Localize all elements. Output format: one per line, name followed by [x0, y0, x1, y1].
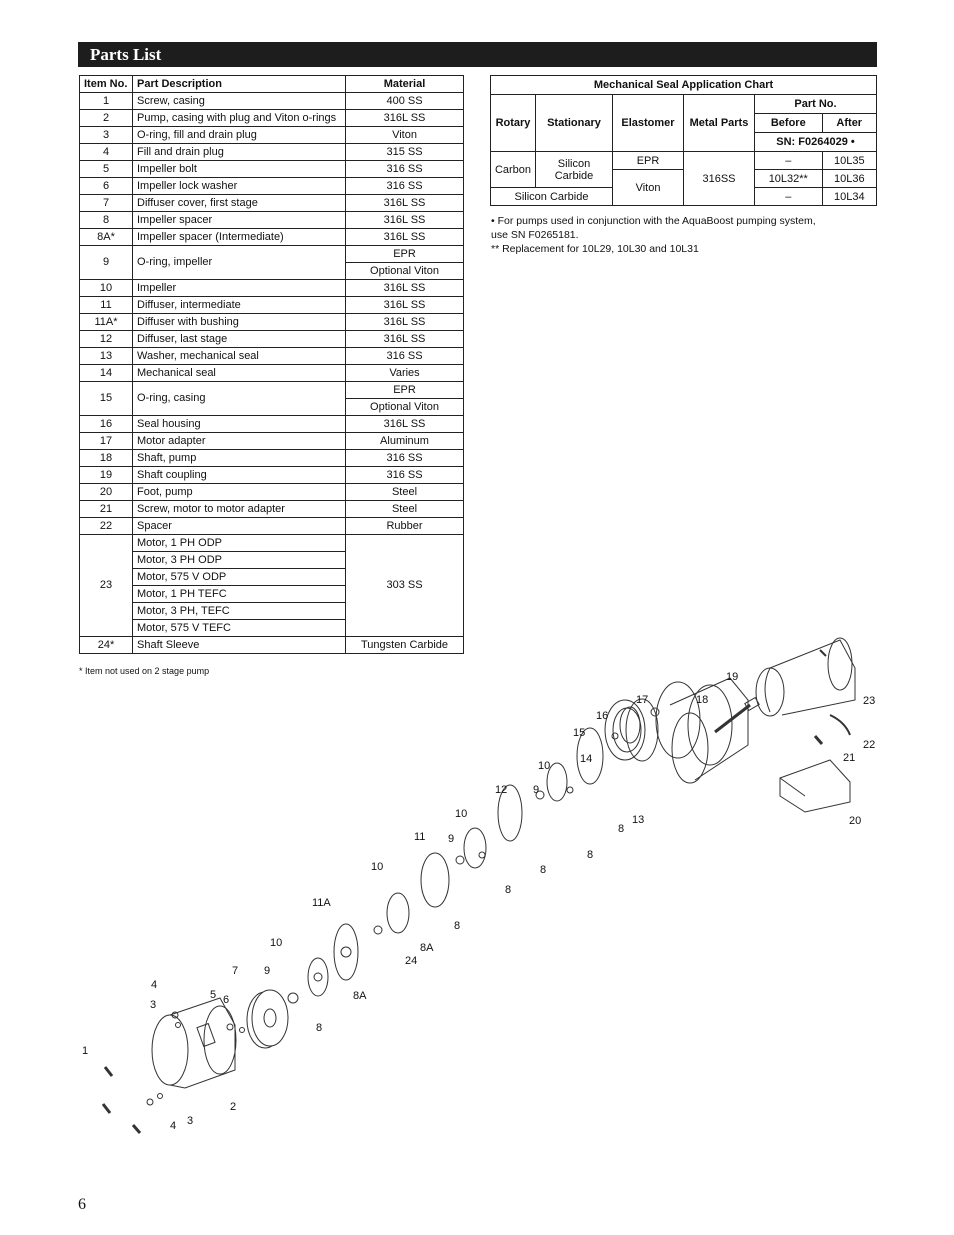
item-no-cell: 11A*	[80, 314, 133, 331]
cell-metal-316ss: 316SS	[684, 152, 755, 206]
callout-label: 23	[863, 695, 876, 707]
part-description-cell: Foot, pump	[133, 484, 346, 501]
material-cell: 316L SS	[346, 110, 464, 127]
item-no-cell: 5	[80, 161, 133, 178]
cell-r3-after: 10L34	[822, 188, 876, 206]
material-cell: Varies	[346, 365, 464, 382]
part-description-cell: Pump, casing with plug and Viton o-rings	[133, 110, 346, 127]
header-part-description: Part Description	[133, 76, 346, 93]
table-row	[80, 484, 464, 501]
part-description-cell: Impeller spacer (Intermediate)	[133, 229, 346, 246]
seal-housing-drawing	[605, 682, 700, 761]
header-before: Before	[755, 114, 823, 133]
material-cell: 316L SS	[346, 331, 464, 348]
part-description-cell: Motor, 1 PH TEFC	[133, 586, 346, 603]
table-row	[80, 229, 464, 246]
part-description-cell: O-ring, fill and drain plug	[133, 127, 346, 144]
callout-label: 24	[405, 955, 418, 967]
item-no-cell: 20	[80, 484, 133, 501]
table-row	[80, 110, 464, 127]
material-cell: EPR	[346, 382, 464, 399]
material-cell: 316 SS	[346, 178, 464, 195]
material-cell: Viton	[346, 127, 464, 144]
callout-label: 3	[150, 999, 157, 1011]
table-row	[80, 467, 464, 484]
item-no-cell: 7	[80, 195, 133, 212]
part-description-cell: Diffuser, last stage	[133, 331, 346, 348]
part-description-cell: Diffuser, intermediate	[133, 297, 346, 314]
material-cell: 316L SS	[346, 229, 464, 246]
item-no-cell: 4	[80, 144, 133, 161]
callout-label: 7	[232, 965, 239, 977]
header-part-no: Part No.	[755, 95, 877, 114]
item-no-cell: 3	[80, 127, 133, 144]
callout-label: 8	[618, 823, 625, 835]
item-no-cell: 18	[80, 450, 133, 467]
table-row	[80, 280, 464, 297]
part-description-cell: Motor, 1 PH ODP	[133, 535, 346, 552]
callout-label: 21	[843, 752, 856, 764]
item-no-cell: 15	[80, 382, 133, 416]
material-cell: 316 SS	[346, 161, 464, 178]
callout-label: 11	[414, 831, 426, 843]
diagram-labels	[82, 671, 875, 1132]
parts-footnote: * Item not used on 2 stage pump	[79, 666, 210, 676]
callout-label: 20	[849, 815, 862, 827]
material-cell: 316L SS	[346, 195, 464, 212]
cell-silicon-carbide: Silicon Carbide	[536, 152, 613, 188]
motor-drawing	[756, 638, 855, 716]
table-row	[80, 297, 464, 314]
callout-label: 8	[316, 1022, 323, 1034]
item-no-cell: 2	[80, 110, 133, 127]
cell-epr: EPR	[613, 152, 684, 170]
material-cell: 316 SS	[346, 348, 464, 365]
item-no-cell: 9	[80, 246, 133, 280]
callout-label: 10	[270, 937, 283, 949]
part-description-cell: Washer, mechanical seal	[133, 348, 346, 365]
material-cell: Tungsten Carbide	[346, 637, 464, 654]
part-description-cell: Impeller bolt	[133, 161, 346, 178]
material-cell: Rubber	[346, 518, 464, 535]
page-title: Parts List	[90, 45, 162, 64]
part-description-cell: Diffuser cover, first stage	[133, 195, 346, 212]
material-cell: Aluminum	[346, 433, 464, 450]
part-description-cell: Motor, 575 V ODP	[133, 569, 346, 586]
part-description-cell: Screw, motor to motor adapter	[133, 501, 346, 518]
table-row	[80, 365, 464, 382]
callout-label: 15	[573, 727, 586, 739]
item-no-cell: 6	[80, 178, 133, 195]
seal-notes	[491, 214, 816, 256]
cell-carbon: Carbon	[491, 152, 536, 188]
shaft-drawing	[715, 698, 759, 732]
parts-table	[79, 75, 464, 654]
item-no-cell: 8	[80, 212, 133, 229]
note-aquaboost-sn: use SN F0265181.	[491, 229, 579, 241]
table-row	[80, 416, 464, 433]
callout-label: 12	[495, 784, 508, 796]
table-row	[80, 331, 464, 348]
table-row	[80, 212, 464, 229]
item-no-cell: 19	[80, 467, 133, 484]
callout-label: 8A	[353, 990, 367, 1002]
table-row	[80, 382, 464, 399]
parts-table-body	[80, 93, 464, 654]
callout-label: 10	[371, 861, 384, 873]
callout-label: 9	[264, 965, 271, 977]
title-bar	[78, 42, 877, 67]
material-cell: EPR	[346, 246, 464, 263]
callout-label: 5	[210, 989, 217, 1001]
part-description-cell: Seal housing	[133, 416, 346, 433]
callout-label: 17	[636, 694, 649, 706]
material-cell: 316L SS	[346, 297, 464, 314]
item-no-cell: 1	[80, 93, 133, 110]
callout-label: 2	[230, 1101, 237, 1113]
callout-label: 6	[223, 994, 230, 1006]
table-row	[80, 433, 464, 450]
item-no-cell: 23	[80, 535, 133, 637]
material-cell: 316L SS	[346, 314, 464, 331]
part-description-cell: Impeller spacer	[133, 212, 346, 229]
table-row	[80, 127, 464, 144]
item-no-cell: 11	[80, 297, 133, 314]
page-number: 6	[78, 1196, 86, 1213]
callout-label: 10	[538, 760, 551, 772]
table-row	[80, 535, 464, 552]
exploded-pump-diagram	[70, 630, 900, 1150]
part-description-cell: Motor, 575 V TEFC	[133, 620, 346, 637]
callout-label: 13	[632, 814, 645, 826]
parts-table-header	[80, 76, 464, 93]
header-item-no: Item No.	[80, 76, 133, 93]
table-row	[80, 93, 464, 110]
material-cell: 303 SS	[346, 535, 464, 637]
table-row	[80, 178, 464, 195]
part-description-cell: Motor adapter	[133, 433, 346, 450]
motor-adapter-drawing	[670, 678, 748, 783]
part-description-cell: Shaft, pump	[133, 450, 346, 467]
material-cell: 316 SS	[346, 450, 464, 467]
callout-label: 14	[580, 753, 593, 765]
item-no-cell: 16	[80, 416, 133, 433]
item-no-cell: 17	[80, 433, 133, 450]
callout-label: 9	[448, 833, 455, 845]
part-description-cell: Motor, 3 PH, TEFC	[133, 603, 346, 620]
callout-label: 16	[596, 710, 609, 722]
header-metal-parts: Metal Parts	[684, 95, 755, 152]
table-row	[80, 246, 464, 263]
material-cell: 316L SS	[346, 280, 464, 297]
part-description-cell: Mechanical seal	[133, 365, 346, 382]
callout-label: 3	[187, 1115, 194, 1127]
material-cell: 400 SS	[346, 93, 464, 110]
motor-screw-drawing	[815, 736, 822, 744]
part-description-cell: Shaft coupling	[133, 467, 346, 484]
part-description-cell: O-ring, casing	[133, 382, 346, 416]
callout-label: 19	[726, 671, 739, 683]
item-no-cell: 8A*	[80, 229, 133, 246]
cell-viton: Viton	[613, 170, 684, 206]
cell-r2-after: 10L36	[822, 170, 876, 188]
callout-label: 22	[863, 739, 876, 751]
material-cell: Steel	[346, 501, 464, 518]
part-description-cell: Motor, 3 PH ODP	[133, 552, 346, 569]
header-serial-number: SN: F0264029 •	[755, 133, 877, 152]
table-row	[80, 195, 464, 212]
seal-chart-table	[490, 75, 877, 206]
item-no-cell: 24*	[80, 637, 133, 654]
callout-label: 4	[151, 979, 158, 991]
item-no-cell: 10	[80, 280, 133, 297]
item-no-cell: 13	[80, 348, 133, 365]
header-after: After	[822, 114, 876, 133]
item-no-cell: 22	[80, 518, 133, 535]
material-cell: 316 SS	[346, 467, 464, 484]
header-stationary: Stationary	[536, 95, 613, 152]
pump-foot-drawing	[780, 760, 850, 812]
cell-r1-before: –	[755, 152, 823, 170]
callout-label: 8	[454, 920, 461, 932]
cell-r2-before: 10L32**	[755, 170, 823, 188]
callout-label: 9	[533, 784, 540, 796]
part-description-cell: Impeller lock washer	[133, 178, 346, 195]
table-row	[80, 144, 464, 161]
table-row	[80, 348, 464, 365]
note-aquaboost: • For pumps used in conjunction with the AquaBoost pumping system,	[491, 215, 816, 227]
impellers-drawing	[288, 707, 659, 1003]
diffuser-cover-drawing	[247, 990, 288, 1048]
header-elastomer: Elastomer	[613, 95, 684, 152]
seal-chart-title: Mechanical Seal Application Chart	[491, 76, 877, 95]
part-description-cell: Spacer	[133, 518, 346, 535]
cell-r3-before: –	[755, 188, 823, 206]
part-description-cell: Screw, casing	[133, 93, 346, 110]
part-description-cell: Diffuser with bushing	[133, 314, 346, 331]
part-description-cell: O-ring, impeller	[133, 246, 346, 280]
callout-label: 11A	[312, 897, 331, 909]
part-description-cell: Shaft Sleeve	[133, 637, 346, 654]
item-no-cell: 12	[80, 331, 133, 348]
item-no-cell: 14	[80, 365, 133, 382]
cell-silicon-carbide-both: Silicon Carbide	[491, 188, 613, 206]
part-description-cell: Impeller	[133, 280, 346, 297]
material-cell: 316L SS	[346, 416, 464, 433]
header-material: Material	[346, 76, 464, 93]
material-alt-cell: Optional Viton	[346, 399, 464, 416]
material-cell: 315 SS	[346, 144, 464, 161]
item-no-cell: 21	[80, 501, 133, 518]
spacer-drawing	[830, 715, 850, 735]
callout-label: 4	[170, 1120, 177, 1132]
table-row	[80, 518, 464, 535]
table-row	[80, 161, 464, 178]
material-cell: Steel	[346, 484, 464, 501]
material-cell: 316L SS	[346, 212, 464, 229]
callout-label: 18	[696, 694, 709, 706]
table-row	[80, 450, 464, 467]
pump-casing-drawing	[152, 998, 236, 1088]
note-replacement: ** Replacement for 10L29, 10L30 and 10L31	[491, 243, 699, 255]
table-row	[80, 314, 464, 331]
callout-label: 8A	[420, 942, 434, 954]
callout-label: 8	[540, 864, 547, 876]
header-rotary: Rotary	[491, 95, 536, 152]
callout-label: 8	[505, 884, 512, 896]
callout-label: 1	[82, 1045, 89, 1057]
table-row	[80, 501, 464, 518]
cell-r1-after: 10L35	[822, 152, 876, 170]
callout-label: 10	[455, 808, 468, 820]
part-description-cell: Fill and drain plug	[133, 144, 346, 161]
callout-label: 8	[587, 849, 594, 861]
material-alt-cell: Optional Viton	[346, 263, 464, 280]
